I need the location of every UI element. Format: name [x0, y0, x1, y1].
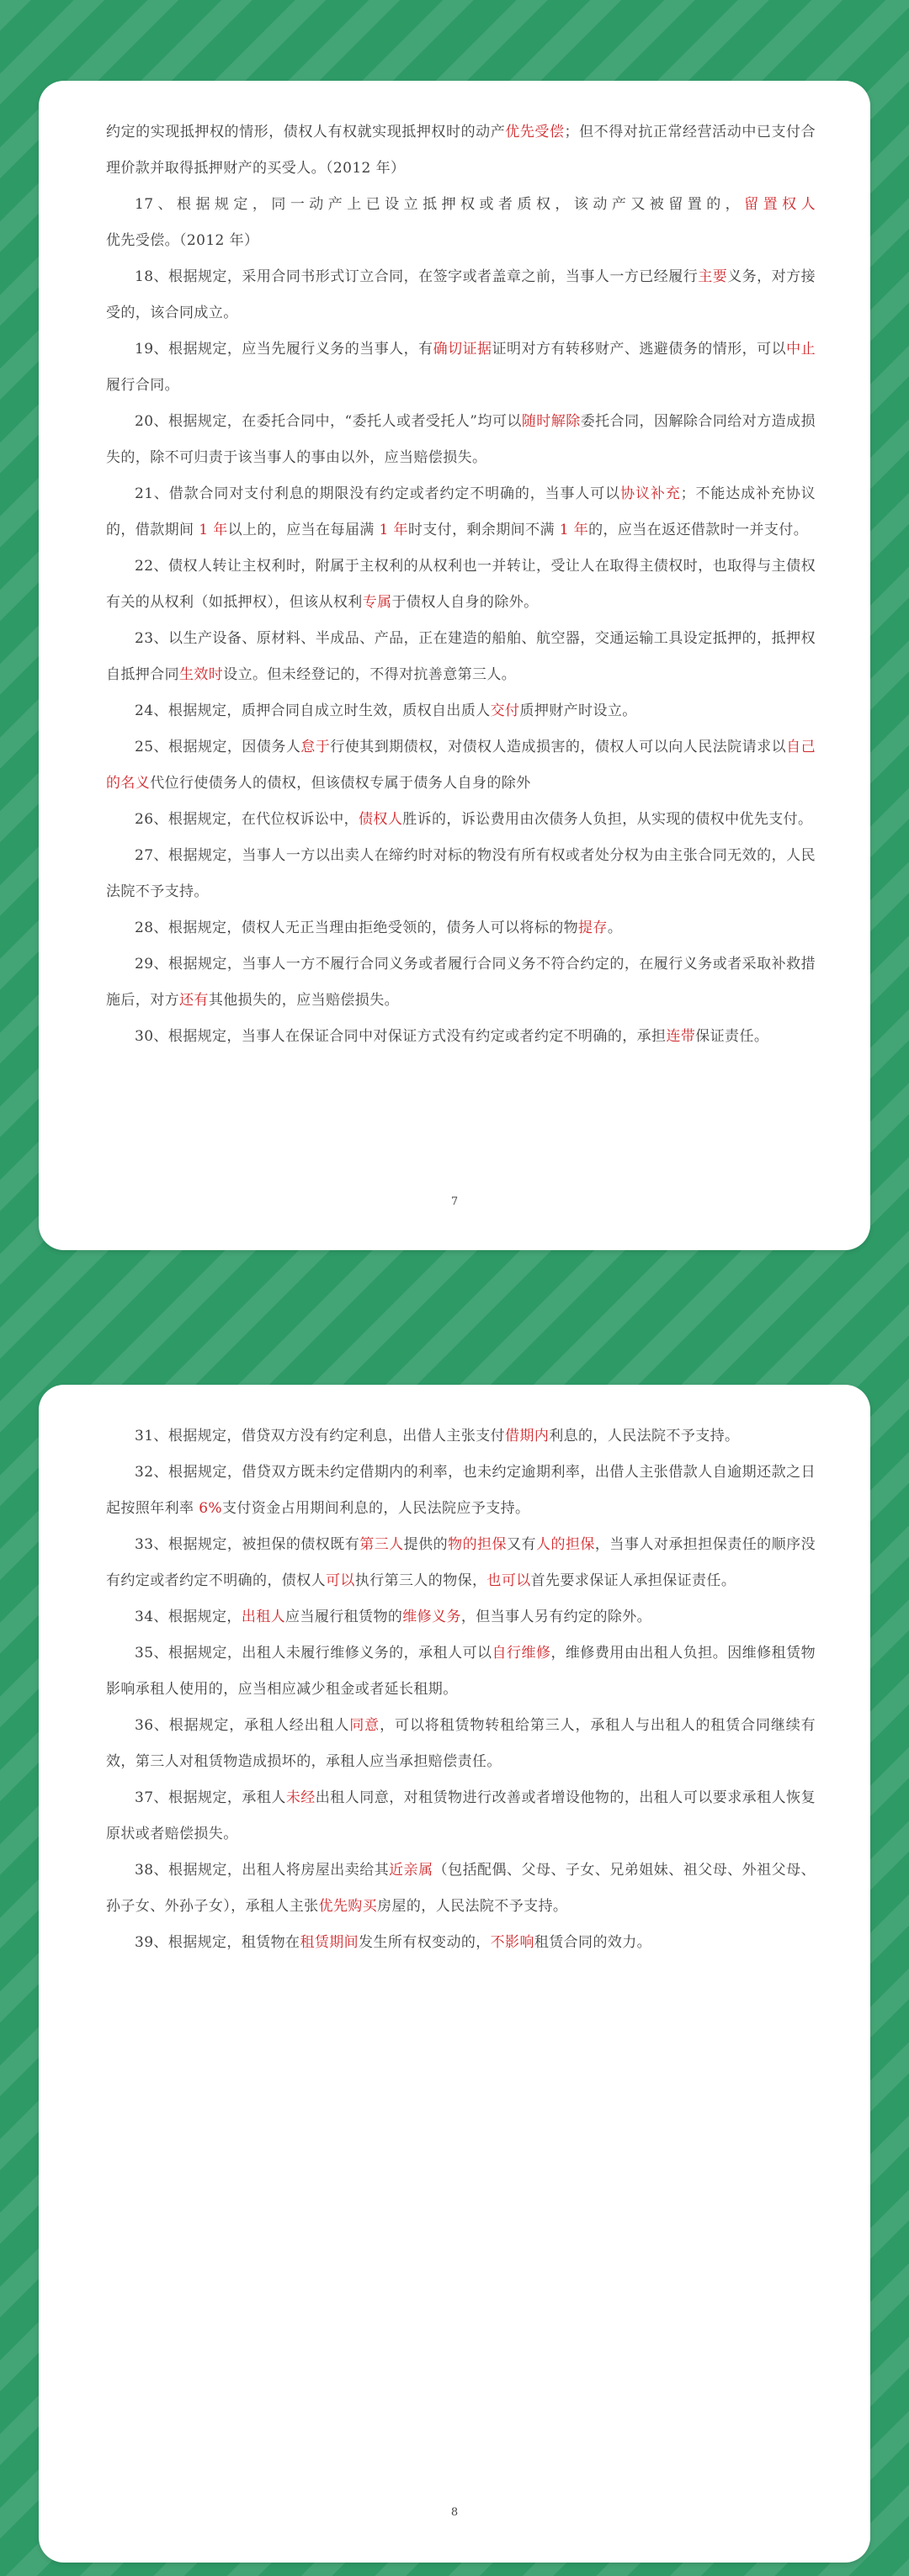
- highlighted-term: 交付: [490, 702, 520, 719]
- highlighted-term: 协议补充: [620, 485, 681, 502]
- text-segment: ，维修费用由出租人负担。因维修租赁物影响承租人使用的，应当相应减少租金或者延长租期。: [106, 1645, 816, 1698]
- paragraph: [106, 549, 816, 621]
- paragraph: [106, 693, 816, 729]
- text-segment: 设立。但未经登记的，不得对抗善意第三人。: [223, 666, 517, 683]
- text-segment: 胜诉的，诉讼费用由次债务人负担，从实现的债权中优先支付。: [402, 811, 813, 828]
- highlighted-term: 不影响: [490, 1934, 534, 1951]
- text-segment: 提供的: [403, 1536, 449, 1553]
- text-segment: 39、根据规定，租赁物在: [135, 1934, 300, 1951]
- document-page-7: [39, 81, 870, 1250]
- text-segment: 应当履行租赁物的: [285, 1609, 403, 1625]
- paragraph: [106, 1527, 816, 1599]
- text-segment: 34、根据规定，: [135, 1609, 242, 1625]
- paragraph: [106, 331, 816, 404]
- highlighted-term: 租赁期间: [300, 1934, 359, 1951]
- paragraph: [106, 946, 816, 1019]
- paragraph: [106, 1019, 816, 1055]
- highlighted-term: 自行维修: [492, 1645, 551, 1662]
- text-segment: 首先要求保证人承担保证责任。: [530, 1572, 736, 1589]
- paragraph: [106, 621, 816, 693]
- highlighted-term: 确切证据: [433, 341, 492, 358]
- paragraph: [106, 802, 816, 838]
- document-page-8: [39, 1385, 870, 2563]
- text-segment: （包括配偶、父母、子女、兄弟姐妹、祖父母、外祖父母、孙子女、外孙子女），承租人主张: [106, 1862, 816, 1915]
- text-segment: 质押财产时设立。: [519, 702, 637, 719]
- paragraph: [106, 838, 816, 910]
- paragraph: [106, 259, 816, 331]
- highlighted-term: 债权人: [359, 811, 403, 828]
- text-segment: 26、根据规定，在代位权诉讼中，: [135, 811, 359, 828]
- highlighted-term: 留置权人: [744, 196, 816, 213]
- text-segment: 37、根据规定，承租人: [135, 1789, 286, 1806]
- highlighted-term: 人的担保: [535, 1536, 595, 1553]
- text-segment: 21、借款合同对支付利息的期限没有约定或者约定不明确的，当事人可以: [135, 485, 621, 502]
- highlighted-term: 提存: [578, 920, 608, 936]
- paragraph: [106, 1455, 816, 1527]
- text-segment: 执行第三人的物保，: [354, 1572, 487, 1589]
- text-segment: 委托合同，因解除合同给对方造成损失的，除不可归责于该当事人的事由以外，应当赔偿损失。: [106, 413, 816, 466]
- text-segment: 保证责任。: [695, 1028, 769, 1045]
- highlighted-term: 第三人: [359, 1536, 404, 1553]
- text-segment: 出租人同意，对租赁物进行改善或者增设他物的，出租人可以要求承租人恢复原状或者赔偿损失。: [106, 1789, 816, 1842]
- highlighted-term: 优先受偿: [505, 124, 565, 140]
- highlighted-term: 物的担保: [448, 1536, 508, 1553]
- highlighted-term: 可以: [326, 1572, 355, 1589]
- text-segment: 38、根据规定，出租人将房屋出卖给其: [135, 1862, 390, 1879]
- text-segment: 33、根据规定，被担保的债权既有: [135, 1536, 360, 1553]
- highlighted-term: 怠于: [300, 739, 331, 755]
- text-segment: 发生所有权变动的，: [359, 1934, 491, 1951]
- paragraph: [106, 1599, 816, 1635]
- text-segment: 义务，对方接受的，该合同成立。: [106, 268, 816, 321]
- text-segment: 。: [607, 920, 623, 936]
- text-segment: 代位行使债务人的债权，但该债权专属于债务人自身的除外: [150, 775, 531, 792]
- text-segment: 以上的，应当在每届满: [227, 522, 380, 538]
- text-segment: 20、根据规定，在委托合同中，“委托人或者受托人”均可以: [135, 413, 522, 430]
- text-segment: 27、根据规定，当事人一方以出卖人在缔约时对标的物没有所有权或者处分权为由主张合同无效的，人民法院不予支持。: [106, 847, 816, 900]
- text-segment: 支付资金占用期间利息的，人民法院应予支持。: [222, 1500, 530, 1517]
- highlighted-term: 维修义务: [402, 1609, 461, 1625]
- text-segment: 36、根据规定，承租人经出租人: [135, 1717, 350, 1734]
- highlighted-term: 6%: [199, 1500, 222, 1517]
- text-segment: ，可以将租赁物转租给第三人，承租人与出租人的租赁合同继续有效，第三人对租赁物造成损坏的，承租人应当承担赔偿责任。: [106, 1717, 816, 1770]
- highlighted-term: 主要: [698, 268, 728, 285]
- text-segment: 22、债权人转让主权利时，附属于主权利的从权利也一并转让，受让人在取得主债权时，也取得与主债权有关的从权利（如抵押权），但该从权利: [106, 558, 816, 611]
- text-segment: 24、根据规定，质押合同自成立时生效，质权自出质人: [135, 702, 491, 719]
- text-segment: ，但当事人另有约定的除外。: [460, 1609, 652, 1625]
- text-segment: 又有: [507, 1536, 536, 1553]
- text-segment: 30、根据规定，当事人在保证合同中对保证方式没有约定或者约定不明确的，承担: [135, 1028, 667, 1045]
- highlighted-term: 专属: [362, 594, 392, 611]
- text-segment: 19、根据规定，应当先履行义务的当事人，有: [135, 341, 433, 358]
- paragraph: [106, 1925, 816, 1961]
- text-segment: 28、根据规定，债权人无正当理由拒绝受领的，债务人可以将标的物: [135, 920, 579, 936]
- highlighted-term: 1 年: [379, 522, 408, 538]
- page-number: 8: [450, 2506, 459, 2519]
- text-segment: 时支付，剩余期间不满: [407, 522, 560, 538]
- highlighted-term: 借期内: [505, 1428, 550, 1444]
- text-segment: 35、根据规定，出租人未履行维修义务的，承租人可以: [135, 1645, 492, 1662]
- page-number: 7: [450, 1195, 459, 1208]
- highlighted-term: 自己的名义: [106, 739, 816, 792]
- text-segment: 利息的，人民法院不予支持。: [549, 1428, 740, 1444]
- text-segment: 行使其到期债权，对债权人造成损害的，债权人可以向人民法院请求以: [330, 739, 787, 755]
- page-body: [106, 114, 816, 1055]
- highlighted-term: 还有: [179, 992, 209, 1009]
- page-body: [106, 1418, 816, 1961]
- paragraph: [106, 187, 816, 259]
- text-segment: 履行合同。: [106, 377, 179, 394]
- highlighted-term: 近亲属: [389, 1862, 433, 1879]
- paragraph: [106, 1852, 816, 1925]
- text-segment: 18、根据规定，采用合同书形式订立合同，在签字或者盖章之前，当事人一方已经履行: [135, 268, 699, 285]
- text-segment: ，当事人对承担担保责任的顺序没有约定或者约定不明确的，债权人: [106, 1536, 816, 1589]
- highlighted-term: 生效时: [179, 666, 224, 683]
- paragraph: [106, 114, 816, 187]
- paragraph: [106, 1418, 816, 1455]
- text-segment: 23、以生产设备、原材料、半成品、产品，正在建造的船舶、航空器，交通运输工具设定抵押的，抵押权自抵押合同: [106, 630, 816, 683]
- highlighted-term: 1 年: [559, 522, 589, 538]
- highlighted-term: 1 年: [199, 522, 228, 538]
- text-segment: ；但不得对抗正常经营活动中已支付合理价款并取得抵押财产的买受人。（2012 年）: [106, 124, 816, 177]
- text-segment: 证明对方有转移财产、逃避债务的情形，可以: [492, 341, 787, 358]
- text-segment: 25、根据规定，因债务人: [135, 739, 301, 755]
- paragraph: [106, 1780, 816, 1852]
- highlighted-term: 随时解除: [521, 413, 581, 430]
- text-segment: 31、根据规定，借贷双方没有约定利息，出借人主张支付: [135, 1428, 506, 1444]
- paragraph: [106, 404, 816, 476]
- highlighted-term: 同意: [349, 1717, 380, 1734]
- paragraph: [106, 476, 816, 549]
- highlighted-term: 中止: [786, 341, 816, 358]
- highlighted-term: 优先购买: [318, 1898, 378, 1915]
- paragraph: [106, 729, 816, 802]
- text-segment: 于债权人自身的除外。: [391, 594, 539, 611]
- text-segment: 约定的实现抵押权的情形，债权人有权就实现抵押权时的动产: [106, 124, 506, 140]
- text-segment: 租赁合同的效力。: [534, 1934, 652, 1951]
- highlighted-term: 未经: [285, 1789, 316, 1806]
- highlighted-term: 也可以: [486, 1572, 531, 1589]
- text-segment: 的，应当在返还借款时一并支付。: [588, 522, 809, 538]
- text-segment: ；不能达成补充协议的，借款期间: [106, 485, 816, 538]
- paragraph: [106, 1708, 816, 1780]
- highlighted-term: 连带: [666, 1028, 696, 1045]
- text-segment: 优先受偿。（2012 年）: [106, 232, 259, 249]
- paragraph: [106, 910, 816, 946]
- text-segment: 房屋的，人民法院不予支持。: [377, 1898, 568, 1915]
- text-segment: 32、根据规定，借贷双方既未约定借期内的利率，也未约定逾期利率，出借人主张借款人自逾期还款之日起按照年利率: [106, 1464, 816, 1517]
- paragraph: [106, 1635, 816, 1708]
- text-segment: 29、根据规定，当事人一方不履行合同义务或者履行合同义务不符合约定的，在履行义务或者采取补救措施后，对方: [106, 956, 816, 1009]
- text-segment: 其他损失的，应当赔偿损失。: [208, 992, 400, 1009]
- highlighted-term: 出租人: [241, 1609, 286, 1625]
- text-segment: 17、根据规定，同一动产上已设立抵押权或者质权，该动产又被留置的，: [135, 196, 745, 213]
